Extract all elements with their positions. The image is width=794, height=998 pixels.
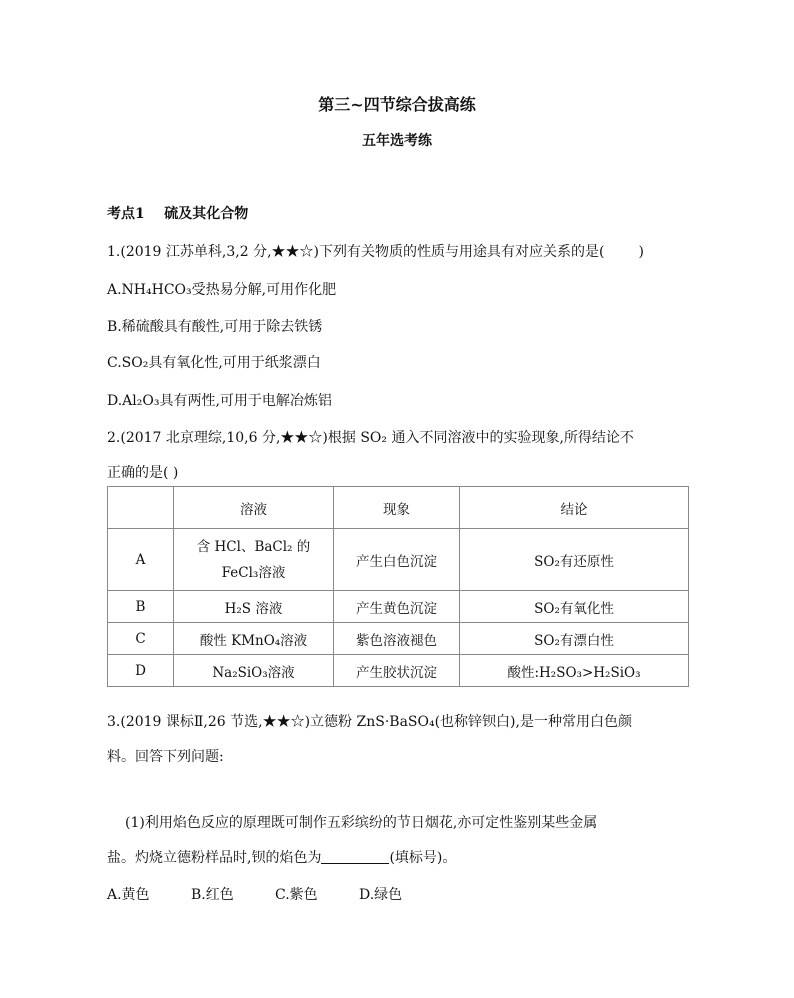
option-b: B.红色 — [191, 887, 234, 903]
table-cell-text: 含 HCl、BaCl₂ 的 FeCl₃溶液 — [196, 538, 311, 581]
table-header-cell — [108, 487, 174, 529]
table-cell: Na₂SiO₃溶液 — [174, 655, 334, 687]
question-3-sub1-text: 盐。灼烧立德粉样品时,钡的焰色为 — [107, 850, 322, 866]
table-cell: 产生胶状沉淀 — [334, 655, 460, 687]
table-cell: 产生白色沉淀 — [334, 529, 460, 591]
option-a: A.黄色 — [107, 887, 150, 903]
question-3-sub1-suffix: (填标号)。 — [389, 850, 457, 866]
table-cell: SO₂有漂白性 — [460, 623, 689, 655]
question-1-option-d: D.Al₂O₃具有两性,可用于电解冶炼铝 — [107, 393, 332, 409]
question-3-stem-line1: 3.(2019 课标Ⅱ,26 节选,★★☆)立德粉 ZnS·BaSO₄(也称锌钡白),是一种常用白色颜 — [107, 714, 632, 730]
question-1-option-b: B.稀硫酸具有酸性,可用于除去铁锈 — [107, 319, 323, 335]
question-3-sub1-line1: (1)利用焰色反应的原理既可制作五彩缤纷的节日烟花,亦可定性鉴别某些金属 — [125, 815, 598, 831]
table-cell: C — [108, 623, 174, 655]
question-1-option-a: A.NH₄HCO₃受热易分解,可用作化肥 — [107, 282, 337, 298]
table-cell: 酸性:H₂SO₃>H₂SiO₃ — [460, 655, 689, 687]
option-d: D.绿色 — [359, 887, 403, 903]
section-heading: 考点1 硫及其化合物 — [107, 206, 249, 222]
table-cell: SO₂有还原性 — [460, 529, 689, 591]
table-cell: SO₂有氧化性 — [460, 591, 689, 623]
table-cell: A — [108, 529, 174, 591]
question-1-stem-text: 1.(2019 江苏单科,3,2 分,★★☆)下列有关物质的性质与用途具有对应关系的是( — [107, 244, 605, 260]
question-2-stem-line2: 正确的是( ) — [107, 465, 179, 481]
table-cell: H₂S 溶液 — [174, 591, 334, 623]
table-cell: 酸性 KMnO₄溶液 — [174, 623, 334, 655]
page-title: 第三~四节综合拔高练 — [318, 95, 476, 114]
question-3-stem-line2: 料。回答下列问题: — [107, 749, 224, 765]
question-1-close-paren: ) — [638, 244, 644, 260]
table-cell: 紫色溶液褪色 — [334, 623, 460, 655]
table-cell: 产生黄色沉淀 — [334, 591, 460, 623]
page-subtitle: 五年选考练 — [362, 133, 432, 149]
question-2-stem-line1: 2.(2017 北京理综,10,6 分,★★☆)根据 SO₂ 通入不同溶液中的实验现象,所得结论不 — [107, 430, 634, 446]
table-row — [108, 623, 689, 655]
table-header-cell: 现象 — [334, 487, 460, 529]
table-cell — [174, 529, 334, 591]
table-header-cell: 结论 — [460, 487, 689, 529]
question-1-stem — [107, 241, 644, 261]
question-3-options — [107, 884, 443, 904]
table-cell: B — [108, 591, 174, 623]
table-cell: D — [108, 655, 174, 687]
table-row — [108, 591, 689, 623]
question-3-sub1-line2 — [107, 847, 456, 867]
question-1-option-c: C.SO₂具有氧化性,可用于纸浆漂白 — [107, 355, 321, 371]
table-row — [108, 529, 689, 591]
experiment-table — [107, 486, 689, 687]
table-header-cell: 溶液 — [174, 487, 334, 529]
table-row — [108, 655, 689, 687]
table-header-row — [108, 487, 689, 529]
answer-blank[interactable] — [321, 849, 389, 864]
option-c: C.紫色 — [275, 887, 318, 903]
